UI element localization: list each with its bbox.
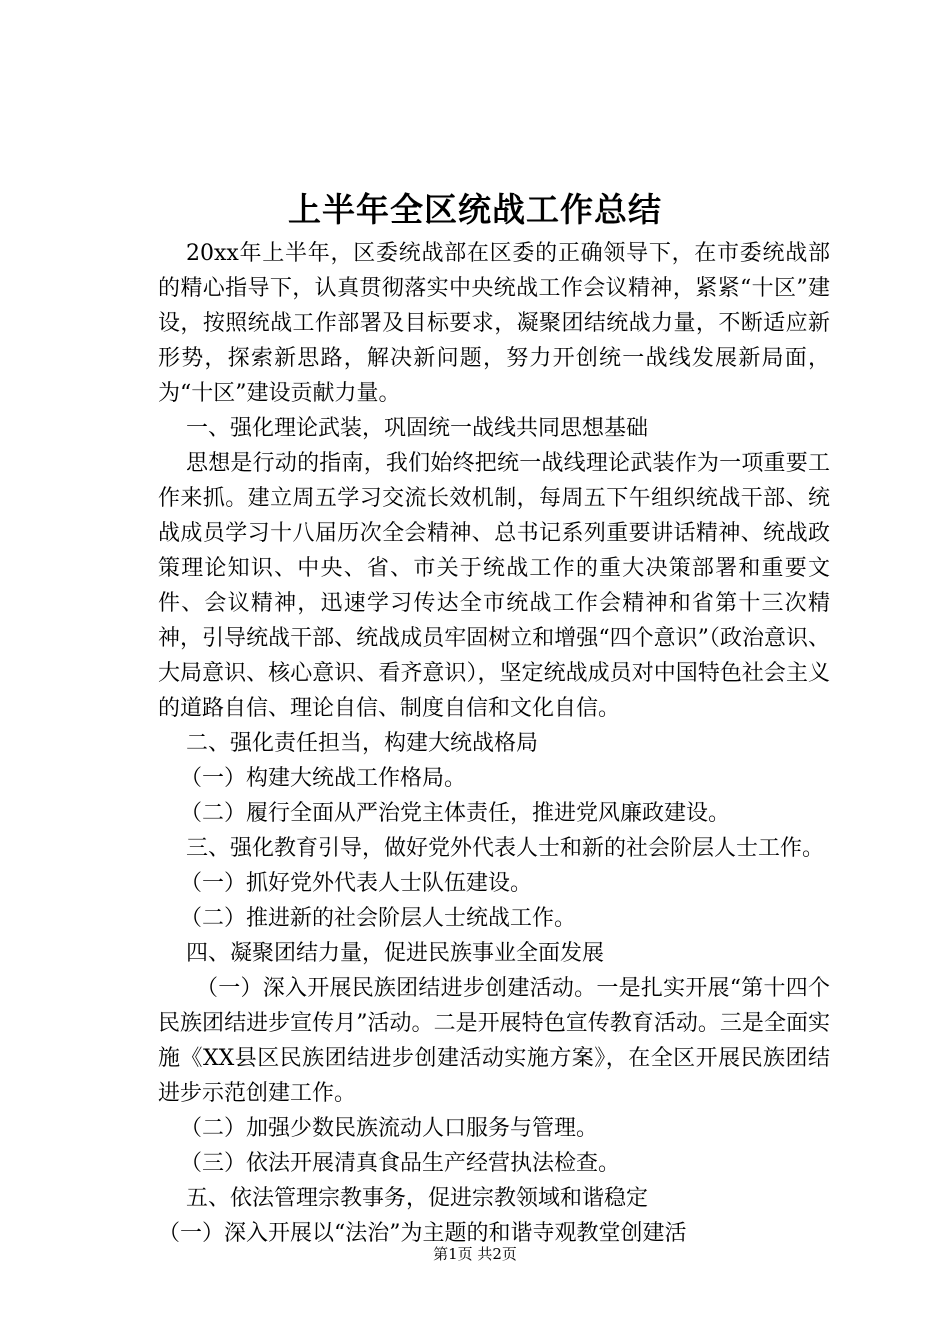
paragraph-intro: 20xx年上半年，区委统战部在区委的正确领导下，在市委统战部的精心指导下，认真贯彻落实中央统战工作会议精神，紧紧“十区”建设，按照统战工作部署及目标要求，凝聚团结统战力量，不断适应新形势，探索新思路，解决新问题，努力开创统一战线发展新局面，为“十区”建设贡献力量。 xyxy=(158,241,830,406)
subsection-4-2: （二）加强少数民族流动人口服务与管理。 xyxy=(180,1116,599,1141)
subsection-3-1: （一）抓好党外代表人士队伍建设。 xyxy=(180,871,533,896)
subsection-3-2: （二）推进新的社会阶层人士统战工作。 xyxy=(180,906,577,931)
page-number-footer: 第1页 共2页 xyxy=(433,1245,517,1263)
section-heading-5: 五、依法管理宗教事务，促进宗教领域和谐稳定 xyxy=(186,1186,649,1211)
section-heading-1: 一、强化理论武装，巩固统一战线共同思想基础 xyxy=(186,416,649,441)
subsection-2-2: （二）履行全面从严治党主体责任，推进党风廉政建设。 xyxy=(180,801,731,826)
subsection-4-1: （一）深入开展民族团结进步创建活动。一是扎实开展“第十四个民族团结进步宣传月”活动。二是开展特色宣传教育活动。三是全面实施《XX县区民族团结进步创建活动实施方案》，在全区开展民族团结进步示范创建工作。 xyxy=(158,976,830,1106)
subsection-5-1: （一）深入开展以“法治”为主题的和谐寺观教堂创建活 xyxy=(158,1221,687,1246)
document-title: 上半年全区统战工作总结 xyxy=(288,190,662,229)
subsection-2-1: （一）构建大统战工作格局。 xyxy=(180,766,467,791)
document-body xyxy=(158,236,830,1251)
section-heading-3: 三、强化教育引导，做好党外代表人士和新的社会阶层人士工作。 xyxy=(186,836,825,861)
section-heading-2: 二、强化责任担当，构建大统战格局 xyxy=(186,731,539,756)
section-heading-4: 四、凝聚团结力量，促进民族事业全面发展 xyxy=(186,941,605,966)
subsection-4-3: （三）依法开展清真食品生产经营执法检查。 xyxy=(180,1151,621,1176)
paragraph-section-1: 思想是行动的指南，我们始终把统一战线理论武装作为一项重要工作来抓。建立周五学习交流长效机制，每周五下午组织统战干部、统战成员学习十八届历次全会精神、总书记系列重要讲话精神、统战政策理论知识、中央、省、市关于统战工作的重大决策部署和重要文件、会议精神，迅速学习传达全市统战工作会精神和省第十三次精神，引导统战干部、统战成员牢固树立和增强“四个意识”（政治意识、大局意识、核心意识、看齐意识），坚定统战成员对中国特色社会主义的道路自信、理论自信、制度自信和文化自信。 xyxy=(158,451,830,721)
